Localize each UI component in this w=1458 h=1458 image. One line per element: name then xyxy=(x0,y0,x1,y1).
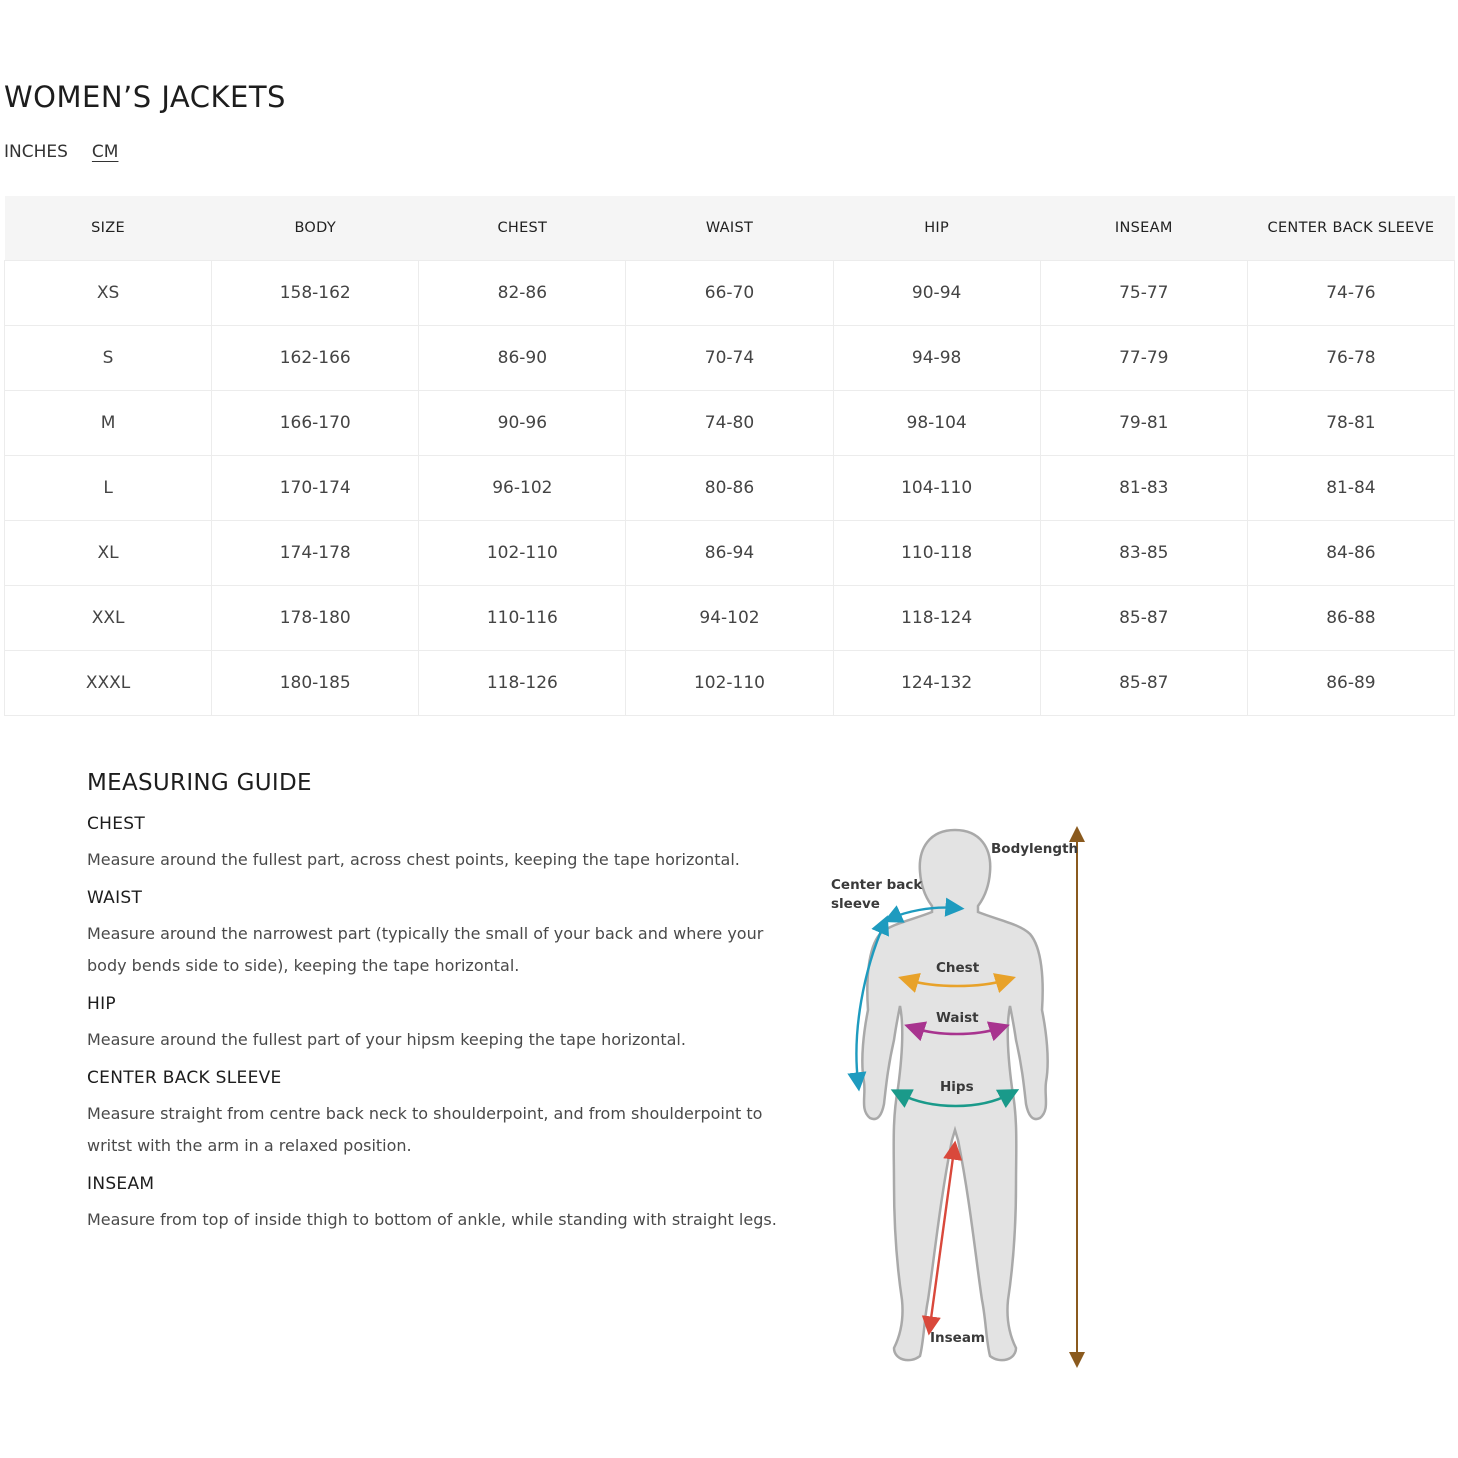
measuring-guide xyxy=(87,770,807,1248)
table-row xyxy=(5,521,1455,586)
table-cell: XS xyxy=(5,261,212,326)
table-cell: 83-85 xyxy=(1040,521,1247,586)
table-cell: 90-96 xyxy=(419,391,626,456)
table-cell: 180-185 xyxy=(212,651,419,716)
table-cell: XXXL xyxy=(5,651,212,716)
table-row xyxy=(5,456,1455,521)
table-cell: 124-132 xyxy=(833,651,1040,716)
guide-item-waist xyxy=(87,888,807,982)
table-cell: 74-80 xyxy=(626,391,833,456)
table-cell: 86-89 xyxy=(1247,651,1454,716)
table-cell: 90-94 xyxy=(833,261,1040,326)
label-hips: Hips xyxy=(940,1079,974,1095)
label-center-back-sleeve: Center back sleeve xyxy=(831,877,923,912)
table-cell: 102-110 xyxy=(626,651,833,716)
guide-heading: CENTER BACK SLEEVE xyxy=(87,1068,282,1088)
guide-item-center-back-sleeve xyxy=(87,1068,807,1162)
page-title: WOMEN’S JACKETS xyxy=(4,80,286,114)
table-cell: 84-86 xyxy=(1247,521,1454,586)
label-inseam: Inseam xyxy=(930,1330,986,1346)
table-cell: 178-180 xyxy=(212,586,419,651)
table-cell: XL xyxy=(5,521,212,586)
table-cell: 166-170 xyxy=(212,391,419,456)
table-cell: 102-110 xyxy=(419,521,626,586)
table-cell: XXL xyxy=(5,586,212,651)
measuring-guide-title: MEASURING GUIDE xyxy=(87,770,312,796)
table-cell: L xyxy=(5,456,212,521)
guide-text: Measure from top of inside thigh to bottom of ankle, while standing with straight legs. xyxy=(87,1210,777,1229)
table-cell: 86-90 xyxy=(419,326,626,391)
guide-text: Measure straight from centre back neck to shoulderpoint, and from shoulderpoint to writst with the arm in a relaxed position. xyxy=(87,1104,763,1155)
guide-item-chest xyxy=(87,814,807,876)
unit-inches-tab[interactable]: INCHES xyxy=(4,142,68,162)
table-cell: 85-87 xyxy=(1040,651,1247,716)
guide-text: Measure around the fullest part, across chest points, keeping the tape horizontal. xyxy=(87,850,740,869)
table-cell: 81-84 xyxy=(1247,456,1454,521)
table-row xyxy=(5,586,1455,651)
table-cell: 110-116 xyxy=(419,586,626,651)
column-header-inseam: INSEAM xyxy=(1040,196,1247,261)
column-header-waist: WAIST xyxy=(626,196,833,261)
table-cell: 118-126 xyxy=(419,651,626,716)
table-header-row xyxy=(5,196,1455,261)
size-chart-table xyxy=(4,196,1455,716)
table-cell: 170-174 xyxy=(212,456,419,521)
column-header-chest: CHEST xyxy=(419,196,626,261)
table-cell: 94-98 xyxy=(833,326,1040,391)
guide-heading: WAIST xyxy=(87,888,143,908)
table-row xyxy=(5,651,1455,716)
table-cell: 77-79 xyxy=(1040,326,1247,391)
measurement-figure xyxy=(820,820,1100,1380)
table-cell: 104-110 xyxy=(833,456,1040,521)
guide-text: Measure around the fullest part of your hipsm keeping the tape horizontal. xyxy=(87,1030,686,1049)
column-header-center-back-sleeve: CENTER BACK SLEEVE xyxy=(1247,196,1454,261)
unit-toggle xyxy=(4,142,118,162)
table-cell: 81-83 xyxy=(1040,456,1247,521)
table-row xyxy=(5,326,1455,391)
table-cell: 158-162 xyxy=(212,261,419,326)
guide-heading: HIP xyxy=(87,994,116,1014)
label-chest: Chest xyxy=(936,960,980,976)
guide-item-inseam xyxy=(87,1174,807,1236)
table-cell: 75-77 xyxy=(1040,261,1247,326)
table-cell: 82-86 xyxy=(419,261,626,326)
table-cell: 110-118 xyxy=(833,521,1040,586)
table-cell: 98-104 xyxy=(833,391,1040,456)
table-cell: 80-86 xyxy=(626,456,833,521)
table-cell: 118-124 xyxy=(833,586,1040,651)
table-cell: 74-76 xyxy=(1247,261,1454,326)
table-cell: S xyxy=(5,326,212,391)
guide-heading: CHEST xyxy=(87,814,146,834)
column-header-size: SIZE xyxy=(5,196,212,261)
table-cell: 86-88 xyxy=(1247,586,1454,651)
table-cell: 76-78 xyxy=(1247,326,1454,391)
table-cell: 78-81 xyxy=(1247,391,1454,456)
table-cell: 70-74 xyxy=(626,326,833,391)
table-cell: 96-102 xyxy=(419,456,626,521)
label-waist: Waist xyxy=(936,1010,979,1026)
table-cell: M xyxy=(5,391,212,456)
table-cell: 66-70 xyxy=(626,261,833,326)
column-header-hip: HIP xyxy=(833,196,1040,261)
table-row xyxy=(5,391,1455,456)
table-cell: 85-87 xyxy=(1040,586,1247,651)
guide-item-hip xyxy=(87,994,807,1056)
guide-heading: INSEAM xyxy=(87,1174,155,1194)
table-cell: 94-102 xyxy=(626,586,833,651)
table-cell: 174-178 xyxy=(212,521,419,586)
table-cell: 79-81 xyxy=(1040,391,1247,456)
label-bodylength: Bodylength xyxy=(991,841,1079,857)
guide-text: Measure around the narrowest part (typically the small of your back and where your body bends side to side), keeping the tape horizontal. xyxy=(87,924,764,975)
table-row xyxy=(5,261,1455,326)
unit-cm-tab[interactable]: CM xyxy=(91,142,119,162)
table-cell: 86-94 xyxy=(626,521,833,586)
table-cell: 162-166 xyxy=(212,326,419,391)
column-header-body: BODY xyxy=(212,196,419,261)
